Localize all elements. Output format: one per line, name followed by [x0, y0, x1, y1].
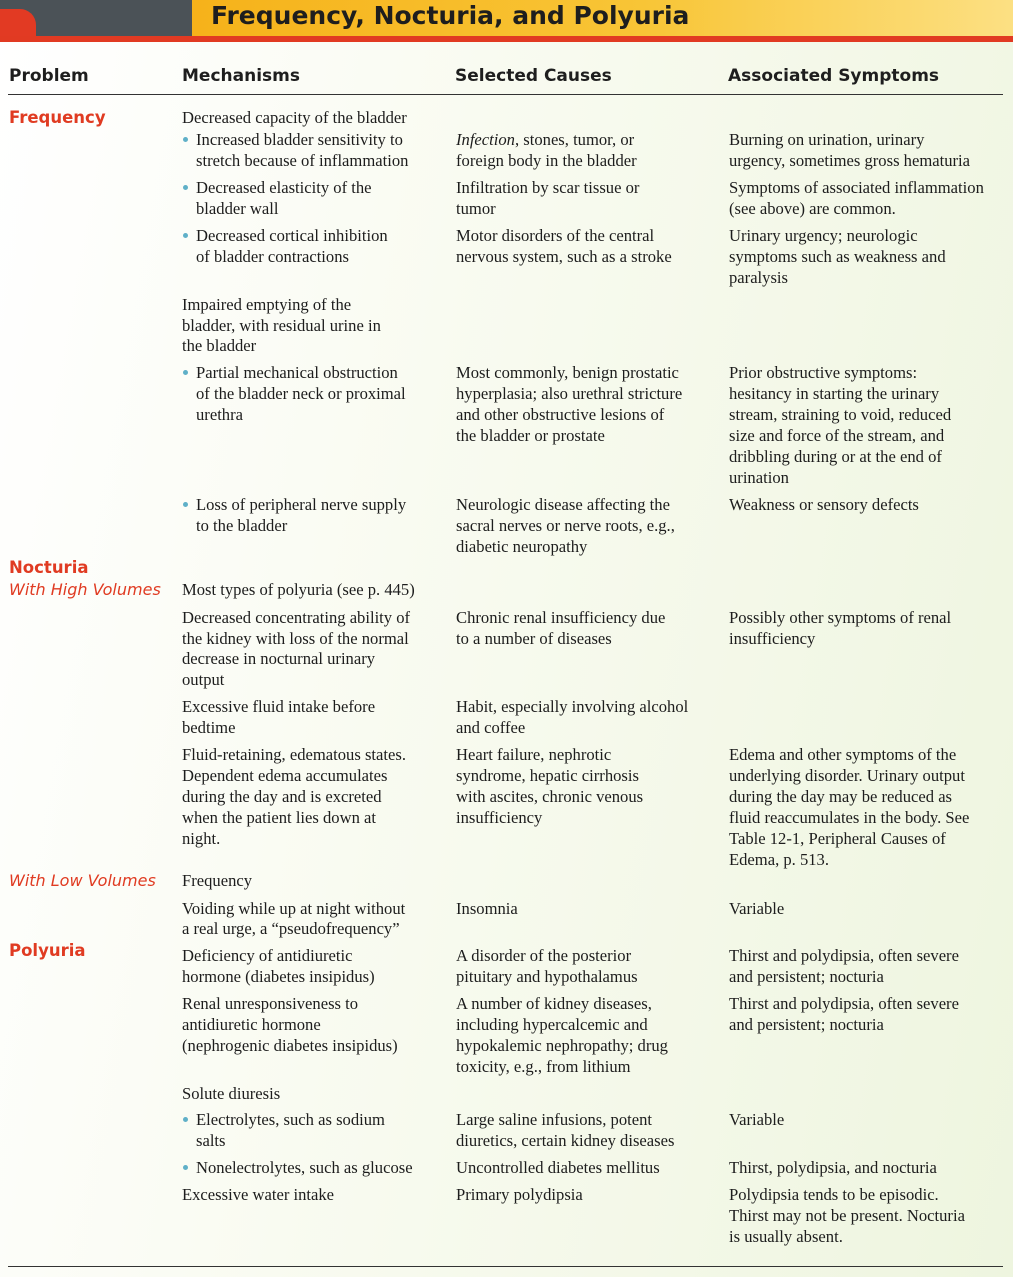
symptom-line: (see above) are common.: [729, 199, 896, 218]
cause-line: Neurologic disease affecting the: [456, 495, 670, 514]
mechanism-line: Electrolytes, such as sodium: [196, 1110, 385, 1129]
mechanism-line: Decreased concentrating ability of: [182, 608, 411, 627]
cause-line: Infiltration by scar tissue or: [456, 178, 640, 197]
symptom-line: Thirst, polydipsia, and nocturia: [729, 1158, 937, 1177]
column-header-associated-symptoms: Associated Symptoms: [728, 66, 940, 86]
mechanism-line: Excessive fluid intake before: [182, 697, 376, 716]
mechanism-line: of the bladder neck or proximal: [196, 384, 406, 403]
cause-line: hypokalemic nephropathy; drug: [456, 1036, 668, 1055]
symptom-line: underlying disorder. Urinary output: [729, 766, 965, 785]
symptom-line: hesitancy in starting the urinary: [729, 384, 940, 403]
symptom-line: is usually absent.: [729, 1227, 843, 1246]
mechanism-line: the kidney with loss of the normal: [182, 629, 409, 648]
symptom-line: Thirst may not be present. Nocturia: [729, 1206, 965, 1225]
cause-line-rest: , stones, tumor, or: [514, 130, 635, 149]
cause-line: diabetic neuropathy: [456, 537, 588, 556]
cause-line: Habit, especially involving alcohol: [456, 697, 689, 716]
cause-line: foreign body in the bladder: [456, 151, 637, 170]
cause-line: to a number of diseases: [456, 629, 612, 648]
mechanism-line: Excessive water intake: [182, 1185, 335, 1204]
header-divider: [8, 94, 1003, 95]
cause-line: the bladder or prostate: [456, 426, 605, 445]
mechanism-line: Partial mechanical obstruction: [196, 363, 398, 382]
problem-nocturia-high-volumes: With High Volumes: [9, 580, 161, 599]
cause-line: A disorder of the posterior: [456, 946, 632, 965]
symptom-line: fluid reaccumulates in the body. See: [729, 808, 970, 827]
mechanism-line: Renal unresponsiveness to: [182, 994, 359, 1013]
cause-line: including hypercalcemic and: [456, 1015, 648, 1034]
bullet-icon: [183, 1165, 188, 1170]
mechanism-line: Deficiency of antidiuretic: [182, 946, 353, 965]
mechanism-line: Frequency: [182, 871, 253, 890]
mechanism-line: stretch because of inflammation: [196, 151, 409, 170]
cause-line: sacral nerves or nerve roots, e.g.,: [456, 516, 675, 535]
mechanism-heading: Impaired emptying of the: [182, 295, 352, 314]
cause-line: with ascites, chronic venous: [456, 787, 644, 806]
cause-line: hyperplasia; also urethral stricture: [456, 384, 683, 403]
bullet-icon: [183, 137, 188, 142]
bullet-icon: [183, 502, 188, 507]
symptom-line: Prior obstructive symptoms:: [729, 363, 918, 382]
symptom-line: urgency, sometimes gross hematuria: [729, 151, 971, 170]
symptom-line: Burning on urination, urinary: [729, 130, 925, 149]
symptom-line: Thirst and polydipsia, often severe: [729, 994, 959, 1013]
cause-line: Most commonly, benign prostatic: [456, 363, 679, 382]
symptom-line: urination: [729, 468, 789, 487]
mechanism-line: when the patient lies down at: [182, 808, 377, 827]
cause-line: Large saline infusions, potent: [456, 1110, 653, 1129]
cause-line: and coffee: [456, 718, 526, 737]
symptom-line: stream, straining to void, reduced: [729, 405, 952, 424]
symptom-line: and persistent; nocturia: [729, 967, 884, 986]
cause-line: nervous system, such as a stroke: [456, 247, 672, 266]
cause-line: Chronic renal insufficiency due: [456, 608, 666, 627]
mechanism-line: salts: [196, 1131, 226, 1150]
cause-line: Heart failure, nephrotic: [456, 745, 612, 764]
cause-emphasis: Infection: [456, 130, 515, 149]
mechanism-line: Fluid-retaining, edematous states.: [182, 745, 406, 764]
cause-line: Insomnia: [456, 899, 518, 918]
bullet-icon: [183, 370, 188, 375]
bullet-icon: [183, 233, 188, 238]
bullet-icon: [183, 1117, 188, 1122]
mechanism-line: Most types of polyuria (see p. 445): [182, 580, 415, 599]
cause-line: Motor disorders of the central: [456, 226, 655, 245]
mechanism-line: bladder wall: [196, 199, 279, 218]
symptom-line: dribbling during or at the end of: [729, 447, 942, 466]
cause-line: pituitary and hypothalamus: [456, 967, 638, 986]
symptom-line: Symptoms of associated inflammation: [729, 178, 984, 197]
symptom-line: Urinary urgency; neurologic: [729, 226, 918, 245]
mechanism-line: decrease in nocturnal urinary: [182, 649, 376, 668]
symptom-line: Thirst and polydipsia, often severe: [729, 946, 959, 965]
cause-line: diuretics, certain kidney diseases: [456, 1131, 675, 1150]
mechanism-line: output: [182, 670, 225, 689]
column-header-problem: Problem: [9, 66, 89, 86]
symptom-line: and persistent; nocturia: [729, 1015, 884, 1034]
mechanism-line: during the day and is excreted: [182, 787, 382, 806]
symptom-line: Variable: [729, 1110, 785, 1129]
symptom-line: paralysis: [729, 268, 788, 287]
mechanism-line: Voiding while up at night without: [182, 899, 406, 918]
mechanism-line: of bladder contractions: [196, 247, 349, 266]
mechanism-line: Decreased elasticity of the: [196, 178, 372, 197]
bullet-icon: [183, 185, 188, 190]
symptom-line: size and force of the stream, and: [729, 426, 945, 445]
mechanism-line: Dependent edema accumulates: [182, 766, 388, 785]
mechanism-heading: Decreased capacity of the bladder: [182, 108, 407, 127]
mechanism-heading: bladder, with residual urine in: [182, 316, 381, 335]
cause-line: Primary polydipsia: [456, 1185, 583, 1204]
mechanism-line: Loss of peripheral nerve supply: [196, 495, 407, 514]
symptom-line: Possibly other symptoms of renal: [729, 608, 952, 627]
column-header-mechanisms: Mechanisms: [182, 66, 300, 86]
mechanism-line: Decreased cortical inhibition: [196, 226, 388, 245]
mechanism-line: night.: [182, 829, 221, 848]
problem-nocturia: Nocturia: [9, 558, 89, 577]
symptom-line: Variable: [729, 899, 785, 918]
cause-line: insufficiency: [456, 808, 543, 827]
symptom-line: Weakness or sensory defects: [729, 495, 919, 514]
column-header-selected-causes: Selected Causes: [455, 66, 612, 86]
problem-polyuria: Polyuria: [9, 941, 86, 960]
mechanism-line: Increased bladder sensitivity to: [196, 130, 403, 149]
mechanism-line: (nephrogenic diabetes insipidus): [182, 1036, 398, 1055]
mechanism-heading: Solute diuresis: [182, 1084, 281, 1103]
cause-line: toxicity, e.g., from lithium: [456, 1057, 631, 1076]
mechanism-line: to the bladder: [196, 516, 288, 535]
problem-frequency: Frequency: [9, 108, 106, 127]
mechanism-line: bedtime: [182, 718, 236, 737]
page-title: Frequency, Nocturia, and Polyuria: [211, 1, 690, 30]
header-tab: [0, 9, 36, 36]
symptom-line: Table 12-1, Peripheral Causes of: [729, 829, 946, 848]
header-rule: [0, 36, 1013, 42]
mechanism-line: a real urge, a “pseudofrequency”: [182, 919, 400, 938]
mechanism-line: Nonelectrolytes, such as glucose: [196, 1158, 413, 1177]
symptom-line: Polydipsia tends to be episodic.: [729, 1185, 939, 1204]
mechanism-line: urethra: [196, 405, 243, 424]
mechanism-line: hormone (diabetes insipidus): [182, 967, 375, 986]
cause-line: tumor: [456, 199, 496, 218]
cause-line: Uncontrolled diabetes mellitus: [456, 1158, 660, 1177]
cause-line: syndrome, hepatic cirrhosis: [456, 766, 639, 785]
symptom-line: symptoms such as weakness and: [729, 247, 946, 266]
mechanism-heading: the bladder: [182, 336, 257, 355]
symptom-line: Edema and other symptoms of the: [729, 745, 957, 764]
cause-line: A number of kidney diseases,: [456, 994, 652, 1013]
symptom-line: insufficiency: [729, 629, 816, 648]
cause-line: and other obstructive lesions of: [456, 405, 665, 424]
footer-divider: [8, 1266, 1003, 1267]
cause-line: [456, 129, 634, 150]
problem-nocturia-low-volumes: With Low Volumes: [9, 871, 156, 890]
symptom-line: Edema, p. 513.: [729, 850, 830, 869]
symptom-line: during the day may be reduced as: [729, 787, 953, 806]
mechanism-line: antidiuretic hormone: [182, 1015, 321, 1034]
